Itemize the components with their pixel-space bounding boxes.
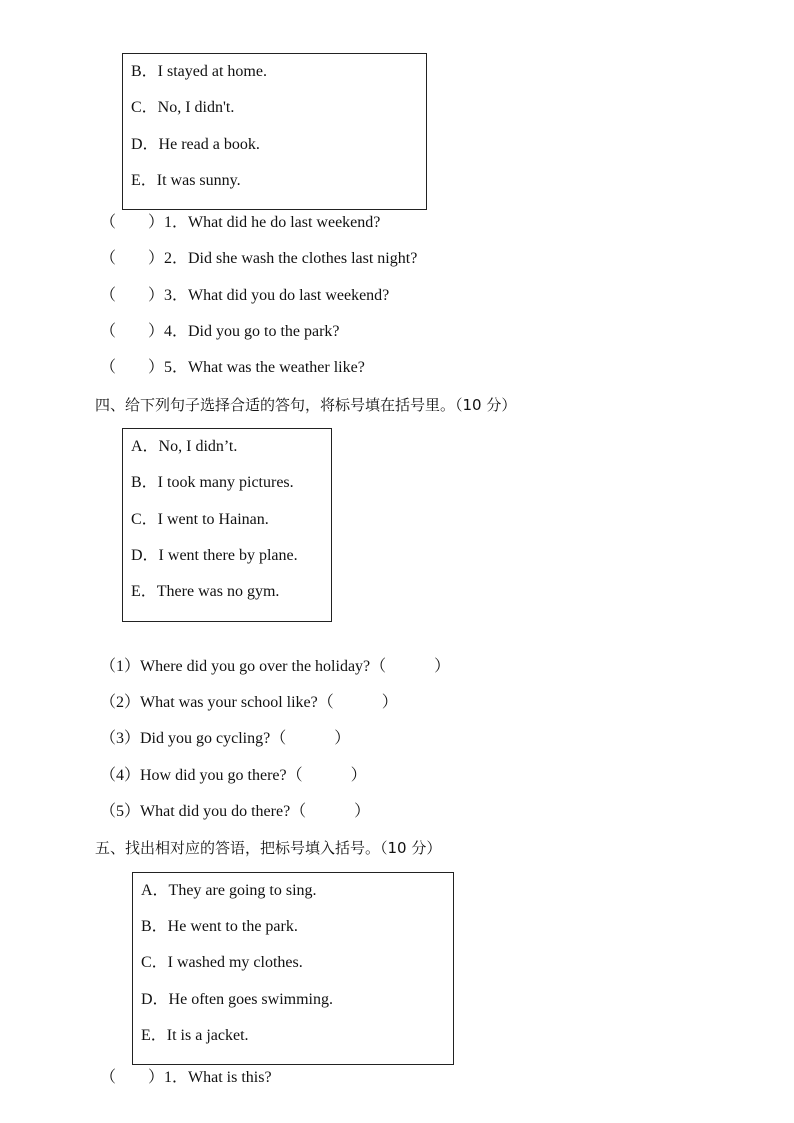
question-1: （ ）1．What is this?	[100, 1069, 272, 1086]
section-heading-4: 四、给下列句子选择合适的答句，将标号填在括号里。（10 分）	[95, 396, 517, 414]
answer-option-e: E．It was sunny.	[131, 172, 241, 189]
question-1: （1）Where did you go over the holiday?（ ）	[100, 658, 451, 675]
question-5: （ ）5．What was the weather like?	[100, 359, 365, 376]
answer-option-a: A．No, I didn’t.	[131, 438, 238, 455]
question-4: （4）How did you go there?（ ）	[100, 767, 367, 784]
answer-option-d: D．He often goes swimming.	[141, 991, 333, 1008]
answer-option-d: D．He read a book.	[131, 136, 260, 153]
answer-option-c: C．I went to Hainan.	[131, 511, 269, 528]
answer-option-a: A．They are going to sing.	[141, 882, 317, 899]
answer-option-c: C．No, I didn't.	[131, 99, 235, 116]
question-5: （5）What did you do there?（ ）	[100, 803, 371, 820]
question-2: （2）What was your school like?（ ）	[100, 694, 398, 711]
answer-option-b: B．I stayed at home.	[131, 63, 267, 80]
answer-option-d: D．I went there by plane.	[131, 547, 298, 564]
question-3: （3）Did you go cycling?（ ）	[100, 730, 351, 747]
section-heading-5: 五、找出相对应的答语，把标号填入括号。（10 分）	[95, 839, 442, 857]
question-1: （ ）1．What did he do last weekend?	[100, 214, 381, 231]
question-2: （ ）2．Did she wash the clothes last night?	[100, 250, 418, 267]
answer-option-b: B．He went to the park.	[141, 918, 298, 935]
question-3: （ ）3．What did you do last weekend?	[100, 287, 390, 304]
answer-option-e: E．It is a jacket.	[141, 1027, 249, 1044]
answer-option-b: B．I took many pictures.	[131, 474, 294, 491]
question-4: （ ）4．Did you go to the park?	[100, 323, 340, 340]
answer-option-c: C．I washed my clothes.	[141, 954, 303, 971]
answer-option-e: E．There was no gym.	[131, 583, 280, 600]
